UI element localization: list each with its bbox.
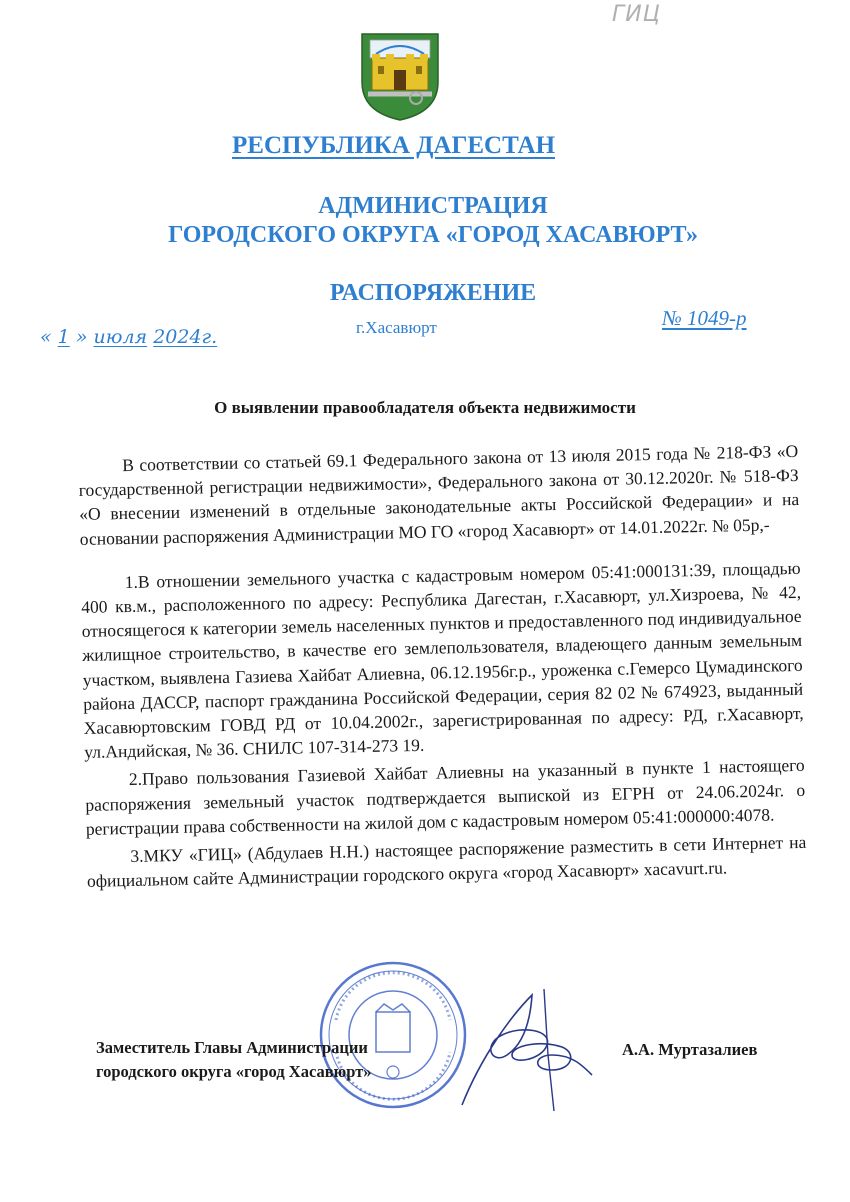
signatory-position-line1: Заместитель Главы Администрации — [96, 1038, 368, 1057]
administration-heading-line1: АДМИНИСТРАЦИЯ — [318, 193, 548, 219]
item-1-paragraph: 1.В отношении земельного участка с кадастровым номером 05:41:000131:39, площадью 400 кв.м., расположенного по адресу: Республика Дагестан, г.Хасавюрт, ул.Хизроева, № 42, относящегося к категории земель населенных пунктов и предоставленного под индивидуальное жилищное строительство, в качестве его землепользователя, владеющего данным земельным участком, выявлена Газиева Хайбат Алиевна, 06.12.1956г.р., уроженка с.Гемерсо Цумадинского района ДАССР, паспорт гражданина Российской Федерации, серия 82 02 № 674923, выданный Хасавюртовским ГОВД РД от 10.04.2002г., зарегистрированная по адресу: РД, г.Хасавюрт, ул.Андийская, № 36. СНИЛС 107-314-273 19. — [80, 557, 804, 763]
date-month: июля — [93, 326, 148, 348]
signatory-position — [96, 1036, 372, 1084]
item-3-paragraph: 3.МКУ «ГИЦ» (Абдулаев Н.Н.) настоящее распоряжение разместить в сети Интернет на официальном сайте Администрации городского округа «город Хасавюрт» xacavurt.ru. — [86, 831, 807, 892]
handwritten-date — [40, 326, 217, 348]
document-body — [78, 439, 807, 893]
handwritten-signature — [452, 985, 602, 1115]
document-type-heading: РАСПОРЯЖЕНИЕ — [329, 280, 537, 306]
coat-of-arms-icon — [356, 30, 444, 122]
date-line — [40, 306, 820, 354]
official-seal-icon — [318, 960, 468, 1110]
date-year: 2024г. — [153, 326, 218, 348]
administration-heading-line2: ГОРОДСКОГО ОКРУГА «ГОРОД ХАСАВЮРТ» — [168, 222, 698, 248]
city-label: г.Хасавюрт — [356, 318, 437, 337]
signatory-position-line2: городского округа «город Хасавюрт» — [96, 1062, 372, 1081]
document-number: № 1049-р — [662, 306, 747, 330]
preamble-paragraph: В соответствии со статьей 69.1 Федерального закона от 13 июля 2015 года № 218-ФЗ «О государственной регистрации недвижимости», Федерального закона от 30.12.2020г. № 518-ФЗ «О внесении изменений в отдельные законодательные акты Российской Федерации» и на основании распоряжения Администрации МО ГО «город Хасавюрт» от 14.01.2022г. № 05р,- — [78, 440, 800, 549]
date-open-quote: « — [40, 326, 52, 348]
document-title: О выявлении правообладателя объекта недвижимости — [214, 398, 636, 417]
item-2-paragraph: 2.Право пользования Газиевой Хайбат Алиевны на указанный в пункте 1 настоящего распоряжения земельный участок подтверждается выпиской из ЕГРН от 24.06.2024г. о регистрации права собственности на жилой дом с кадастровым номером 05:41:000000:4078. — [85, 755, 806, 839]
date-day: 1 — [57, 326, 70, 348]
date-close-quote: » — [75, 326, 88, 348]
corner-mark: ГИЦ — [612, 2, 661, 27]
republic-heading: РЕСПУБЛИКА ДАГЕСТАН — [232, 132, 556, 159]
signatory-name: А.А. Муртазалиев — [622, 1040, 758, 1059]
